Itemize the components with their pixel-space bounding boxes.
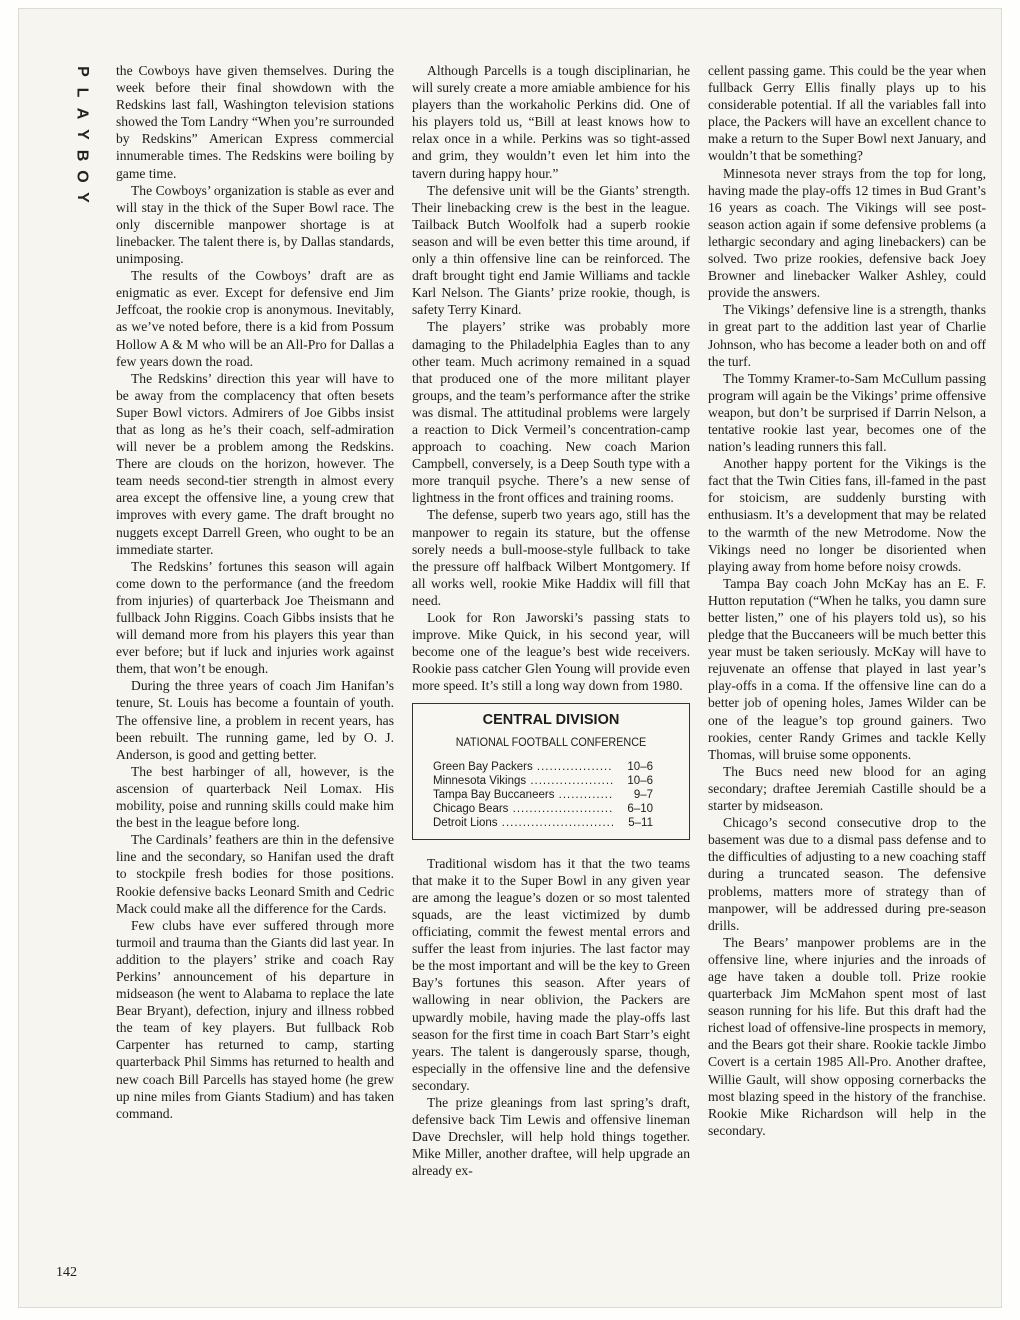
article-paragraph: Chicago’s second consecutive drop to the basement was due to a dismal pass defense and to the difficulties of adjusting to a new coaching staff during a truncated season. The defensive problems, matters more of strategy than of manpower, will be addressed during pre-season drills. bbox=[708, 815, 986, 933]
column-3 bbox=[708, 62, 986, 1139]
article-paragraph: Tampa Bay coach John McKay has an E. F. Hutton reputation (“When he talks, you damn sure better listen,” one of his players told us), so his pledge that the Buccaneers will be much better this year must be taken seriously. McKay will have to rejuvenate an offense that played in last year’s play-offs in a coma. If the offensive line can do a better job of opening holes, James Wilder can be one of the league’s top ground gainers. Two rookies, center Randy Grimes and tackle Kelly Thomas, will bruise some opponents. bbox=[708, 575, 986, 762]
masthead-letter: A bbox=[73, 107, 91, 120]
article-paragraph: The Vikings’ defensive line is a strength, thanks in great part to the addition last year of Charlie Johnson, who has become a leader both on and off the turf. bbox=[708, 302, 986, 369]
standings-title: CENTRAL DIVISION bbox=[482, 712, 620, 729]
team-name: Chicago Bears ..... bbox=[433, 802, 613, 816]
standings-box bbox=[412, 703, 690, 839]
article-paragraph: The defensive unit will be the Giants’ strength. Their linebacking crew is the best in the league. Tailback Butch Woolfolk had a superb rookie season and will be even better this time around, if only a thin offensive line can be reinforced. The draft brought tight end Jamie Williams and tackle Karl Nelson. The Giants’ prize rookie, though, is safety Terry Kinard. bbox=[412, 182, 690, 318]
standings-table bbox=[423, 760, 679, 831]
article-paragraph: The prize gleanings from last spring’s draft, defensive back Tim Lewis and offensive lineman Dave Drechsler, will help hold things together. Mike Miller, another draftee, will help upgrade an already ex- bbox=[412, 1094, 690, 1179]
article-paragraph: The Redskins’ fortunes this season will again come down to the performance (and the freedom from injuries) of quarterback Joe Theismann and fullback John Riggins. Coach Gibbs insists that he will demand more from his players this year than ever before; but if luck and injuries work against them, that won’t be enough. bbox=[116, 558, 394, 677]
column-2-bottom-text bbox=[412, 855, 690, 1180]
article-paragraph: The results of the Cowboys’ draft are as enigmatic as ever. Except for defensive end Jim Jeffcoat, the rookie crop is anonymous. Inevitably, as we’ve noted before, there is a kid from Possum Hollow A & M who will be an All-Pro for Dallas a few years down the road. bbox=[116, 268, 394, 369]
article-paragraph: The Cardinals’ feathers are thin in the defensive line and the secondary, so Hanifan used the draft to stockpile fresh bodies for those positions. Rookie defensive backs Leonard Smith and Cedric Mack could make all the difference for the Cards. bbox=[116, 832, 394, 916]
standings-row bbox=[423, 788, 679, 802]
standings-subtitle: NATIONAL FOOTBALL CONFERENCE bbox=[455, 734, 647, 749]
standings-row bbox=[423, 774, 679, 788]
article-paragraph: the Cowboys have given themselves. During the week before their final showdown with the Redskins last fall, Washington television stations showed the Tom Landry “When you’re surrounded by Redskins” American Express commercial innumerable times. The Redskins were boiling by game time. bbox=[116, 63, 394, 181]
masthead-letter: Y bbox=[73, 129, 91, 140]
article-paragraph: Although Parcells is a tough disciplinarian, he will surely create a more amiable ambience for his players than the workaholic Perkins did. One of his players told us, “Bill at least knows how to relax once in a while. Perkins was so tight-assed and grim, they wouldn’t even let him into the tavern during happy hour.” bbox=[412, 63, 690, 181]
column-2-top-text bbox=[412, 62, 690, 694]
masthead-letter: L bbox=[73, 87, 91, 98]
standings-row bbox=[423, 802, 679, 816]
article-paragraph: The Bucs need new blood for an aging secondary; draftee Jeremiah Castille should be a starter by midseason. bbox=[708, 763, 986, 814]
standings-row bbox=[423, 816, 679, 830]
article-paragraph: Another happy portent for the Vikings is the fact that the Twin Cities fans, ill-famed in the past for stoicism, are suddenly bursting with enthusiasm. It’s a development that may be related to the warmth of the new Metrodome. Now the Vikings need no longer be disoriented when playing away from home before noisy crowds. bbox=[708, 456, 986, 574]
article-paragraph: The defense, superb two years ago, still has the manpower to regain its stature, but the offense sorely needs a bull-moose-style fullback to take the pressure off halfback Wilbert Montgomery. If all works well, rookie Mike Haddix will fill that need. bbox=[412, 507, 690, 608]
masthead-letter: Y bbox=[73, 192, 91, 203]
article-paragraph: The Cowboys’ organization is stable as ever and will stay in the thick of the Super Bowl race. The only discernible manpower shortage is at linebacker. The talent there is, by Dallas standards, unimposing. bbox=[116, 182, 394, 267]
page-number: 142 bbox=[56, 1265, 77, 1280]
standings-row bbox=[423, 760, 679, 774]
article-paragraph: Few clubs have ever suffered through more turmoil and trauma than the Giants did last year. In addition to the players’ strike and coach Ray Perkins’ announcement of his departure in midseason (he went to Alabama to replace the late Bear Bryant), defection, injury and illness robbed the team of key players. But fullback Rob Carpenter has returned to camp, starting quarterback Phil Simms has returned to health and new coach Bill Parcells has stayed home (he grew up nine miles from Giants Stadium) and has taken command. bbox=[116, 917, 394, 1121]
team-record: 5–11 bbox=[628, 817, 653, 830]
masthead-letter: B bbox=[73, 149, 91, 162]
team-record: 6–10 bbox=[627, 803, 653, 816]
article-paragraph: During the three years of coach Jim Hanifan’s tenure, St. Louis has become a fountain of youth. The offensive line, a problem in recent years, has been rebuilt. The running game, led by O. J. Anderson, is good and getting better. bbox=[116, 678, 394, 762]
column-2 bbox=[412, 62, 690, 1179]
magazine-page bbox=[18, 8, 1002, 1308]
article-paragraph: The best harbinger of all, however, is the ascension of quarterback Neil Lomax. His mobility, poise and running skills could make him the best in the league before long. bbox=[116, 763, 394, 831]
article-paragraph: The Bears’ manpower problems are in the offensive line, where injuries and the inroads of age have taken a double toll. Prize rookie quarterback Jim McMahon spent most of last season running for his life. But this draft had the richest load of offensive-line prospects in memory, and the Bears got their share. Rookie tackle Jimbo Covert is a certain 1985 All-Pro. Another draftee, Willie Gault, will show opposing cornerbacks the most blazing speed in the history of the franchise. Rookie Mike Richardson will help in the secondary. bbox=[708, 934, 986, 1138]
team-name: Detroit Lions ..... bbox=[433, 816, 613, 830]
masthead-letter: O bbox=[73, 170, 91, 183]
article-paragraph: Minnesota never strays from the top for long, having made the play-offs 12 times in Bud Grant’s 16 years as coach. The Vikings will see post-season action again if some defensive problems (a lethargic secondary and aging linebackers) can be solved. Two prize rookies, defensive back Joey Browner and linebacker Walker Ashley, could provide the answers. bbox=[708, 165, 986, 301]
article-paragraph: The players’ strike was probably more damaging to the Philadelphia Eagles than to any other team. Much acrimony remained in a squad that produced one of the more militant player groups, and the team’s performance after the strike was dismal. The attitudinal problems were largely a reaction to Dick Vermeil’s concentration-camp approach to coaching. New coach Marion Campbell, conversely, is a Deep South type with a more tranquil psyche. There’s a new sense of lightness in the front offices and training rooms. bbox=[412, 319, 690, 506]
team-record: 9–7 bbox=[633, 789, 653, 802]
article-paragraph: The Redskins’ direction this year will have to be away from the complacency that often besets Super Bowl victors. Admirers of Joe Gibbs insist that as long as he’s their coach, self-admiration will never be a problem among the Redskins. There are clouds on the horizon, however. The team needs second-tier strength in almost every area except the offensive line, a young crew that improves with every game. The draft brought no nuggets except Darrell Green, who ought to be an immediate starter. bbox=[116, 370, 394, 557]
team-record: 10–6 bbox=[627, 760, 653, 773]
masthead-letter: P bbox=[73, 66, 91, 77]
team-name: Minnesota Vikings ..... bbox=[433, 774, 613, 788]
article-paragraph: The Tommy Kramer-to-Sam McCullum passing program will again be the Vikings’ prime offensive weapon, but don’t be surprised if Darrin Nelson, a tentative rookie last year, becomes one of the nation’s leading runners this fall. bbox=[708, 370, 986, 455]
article-paragraph: cellent passing game. This could be the year when fullback Gerry Ellis finally plays up to his considerable potential. If all the variables fall into place, the Packers will have an excellent chance to make a return to the Super Bowl next January, and wouldn’t that be something? bbox=[708, 63, 986, 164]
article-paragraph: Traditional wisdom has it that the two teams that make it to the Super Bowl in any given year are among the league’s dozen or so most talented squads, are the least victimized by dumb officiating, commit the fewest mental errors and suffer the least from injuries. The last factor may be the most important and will be the key to Green Bay’s fortunes this season. After years of wallowing in near oblivion, the Packers are upwardly mobile, having made the play-offs last season for the first time in coach Bart Starr’s eight years. The talent is dangerously sparse, though, especially in the offensive line and the defensive secondary. bbox=[412, 855, 690, 1093]
team-record: 10–6 bbox=[627, 774, 653, 787]
team-name: Tampa Bay Buccaneers ..... bbox=[433, 788, 613, 802]
masthead-vertical bbox=[71, 61, 93, 208]
article-paragraph: Look for Ron Jaworski’s passing stats to improve. Mike Quick, in his second year, will become one of the league’s best wide receivers. Rookie pass catcher Glen Young will provide even more speed. It’s still a long way down from 1980. bbox=[412, 610, 690, 694]
team-name: Green Bay Packers ..... bbox=[433, 760, 613, 774]
column-1 bbox=[116, 62, 394, 1122]
